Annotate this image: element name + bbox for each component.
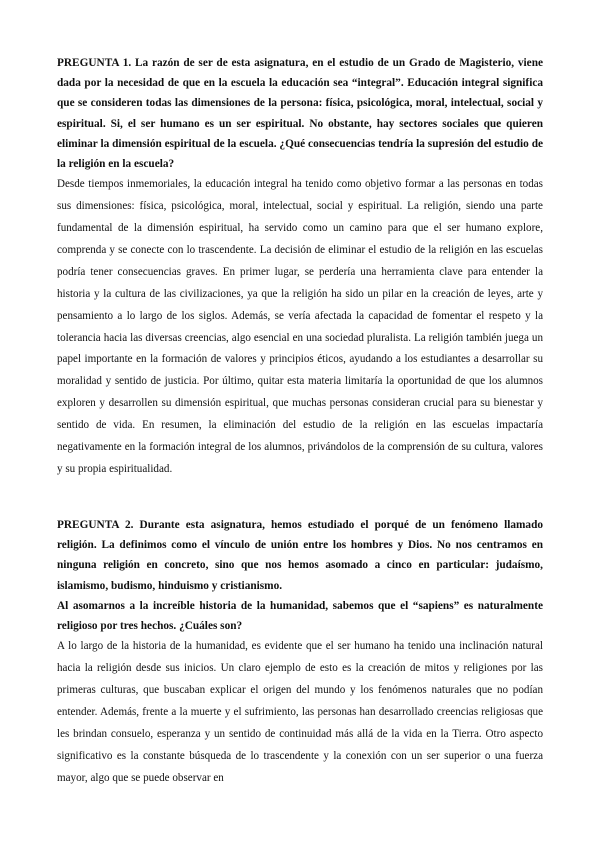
question-2-intro: PREGUNTA 2. Durante esta asignatura, hemos estudiado el porqué de un fenómeno llamado religión. La definimos como el vínculo de unión entre los hombres y Dios. No nos centramos en ninguna religión en concreto, sino que nos hemos asomado a cinco en particular: judaísmo, islamismo, budismo, hinduismo y cristianismo. xyxy=(57,519,543,592)
question-1-text: PREGUNTA 1. La razón de ser de esta asignatura, en el estudio de un Grado de Magisterio, viene dada por la necesidad de que en la escuela la educación sea “integral”. Educación integral significa que se consideren todas las dimensiones de la persona: física, psicológica, moral, intelectual, social y espiritual. Si, el ser humano es un ser espiritual. No obstante, hay sectores sociales que quieren eliminar la dimensión espiritual de la escuela. ¿Qué consecuencias tendría la supresión del estudio de la religión en la escuela? xyxy=(57,57,543,171)
answer-2-text: A lo largo de la historia de la humanidad, es evidente que el ser humano ha tenido una inclinación natural hacia la religión desde sus inicios. Un claro ejemplo de esto es la creación de mitos y religiones por las primeras culturas, que buscaban explicar el origen del mundo y los fenómenos naturales que no podían entender. Además, frente a la muerte y el sufrimiento, las personas han desarrollado creencias religiosas que les brindan consuelo, esperanza y un sentido de continuidad más allá de la vida en la Tierra. Otro aspecto significativo es la constante búsqueda de lo trascendente y la conexión con un ser superior o una fuerza mayor, algo que se puede observar en xyxy=(57,640,543,784)
question-2-section xyxy=(57,515,543,790)
question-1-section xyxy=(57,53,543,481)
question-2-text: Al asomarnos a la increíble historia de la humanidad, sabemos que el “sapiens” es naturalmente religioso por tres hechos. ¿Cuáles son? xyxy=(57,599,543,633)
answer-1-text: Desde tiempos inmemoriales, la educación integral ha tenido como objetivo formar a las personas en todas sus dimensiones: física, psicológica, moral, intelectual, social y espiritual. La religión, siendo una parte fundamental de la dimensión espiritual, ha servido como un camino para que el ser humano explore, comprenda y se conecte con lo trascendente. La decisión de eliminar el estudio de la religión en las escuelas podría tener consecuencias graves. En primer lugar, se perdería una herramienta clave para entender la historia y la cultura de las civilizaciones, ya que la religión ha sido un pilar en la creación de leyes, arte y pensamiento a lo largo de los siglos. Además, se vería afectada la capacidad de fomentar el respeto y la tolerancia hacia las diversas creencias, algo esencial en una sociedad pluralista. La religión también juega un papel importante en la formación de valores y principios éticos, ayudando a los estudiantes a desarrollar su moralidad y sentido de justicia. Por último, quitar esta materia limitaría la oportunidad de que los alumnos exploren y desarrollen su dimensión espiritual, que muchas personas consideran crucial para su bienestar y sentido de vida. En resumen, la eliminación del estudio de la religión en las escuelas impactaría negativamente en la formación integral de los alumnos, privándolos de la comprensión de su cultura, valores y su propia espiritualidad. xyxy=(57,178,543,475)
